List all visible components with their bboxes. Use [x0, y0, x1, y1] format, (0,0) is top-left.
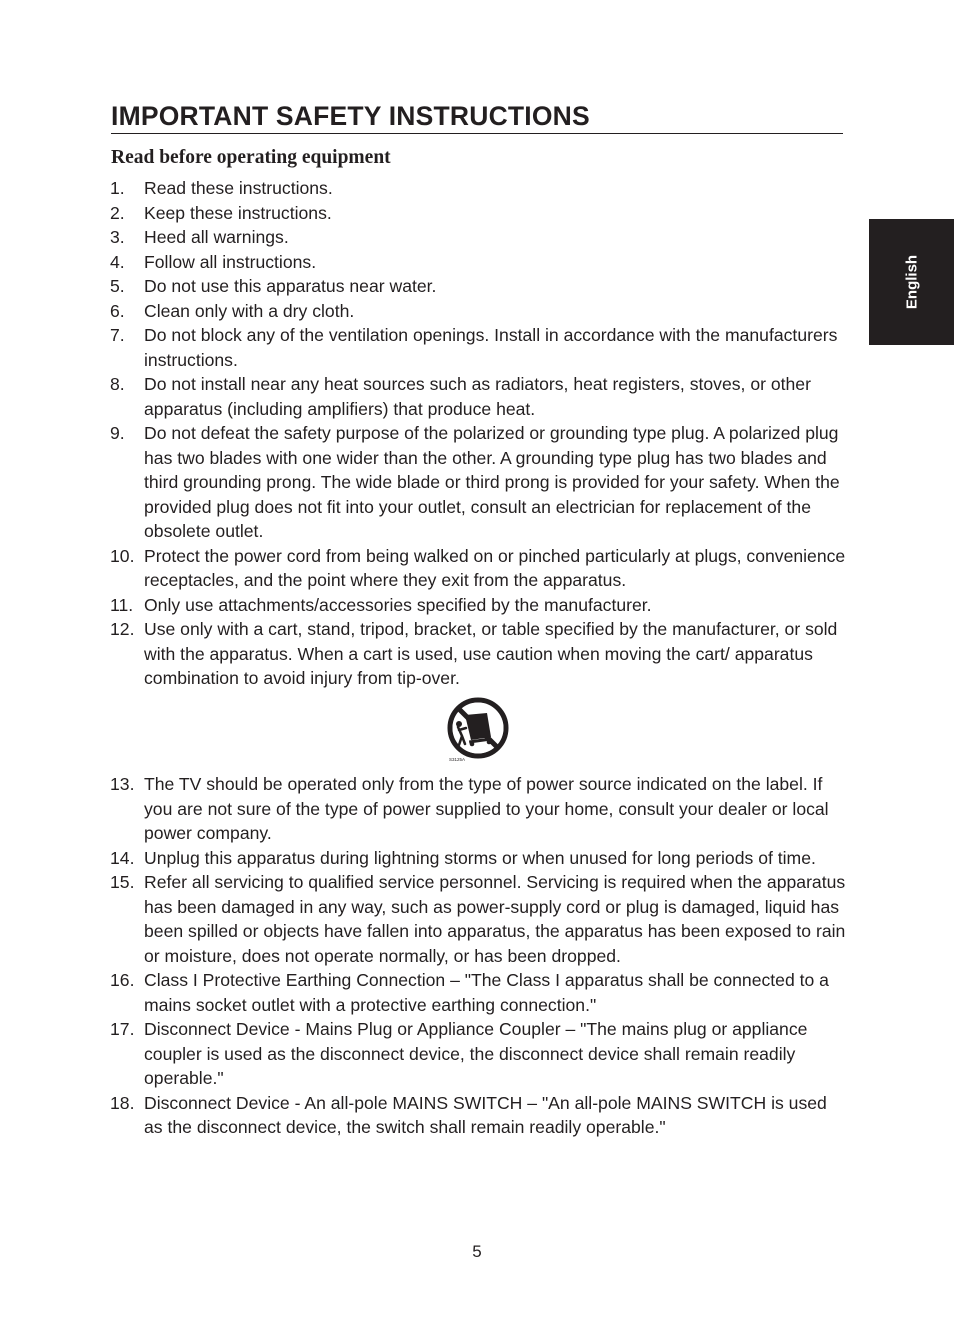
item-text: Disconnect Device - An all-pole MAINS SWITCH – "An all-pole MAINS SWITCH is used as the disconnect device, the switch shall remain readily operable." [144, 1092, 827, 1137]
item-number: 18. [110, 1092, 135, 1113]
list-item [110, 1091, 850, 1140]
item-number: 6. [110, 300, 125, 321]
list-item [110, 250, 850, 275]
item-number: 4. [110, 251, 125, 272]
list-item [110, 846, 850, 871]
list-item [110, 421, 850, 544]
page-number: 5 [472, 1242, 482, 1261]
item-number: 3. [110, 227, 125, 247]
item-text: Do not defeat the safety purpose of the polarized or grounding type plug. A polarized plug has two blades with one wider than the other. A grounding type plug has two blades and third grounding prong. The wide blade or third prong is provided for your safety. When the provided plug does not fit into your outlet, consult an electrician for replacement of the obsolete outlet. [144, 423, 840, 541]
item-number: 8. [110, 374, 125, 394]
item-text: Keep these instructions. [144, 202, 332, 223]
item-text: Clean only with a dry cloth. [144, 300, 355, 321]
item-text: Only use attachments/accessories specified by the manufacturer. [144, 594, 652, 615]
item-text: Follow all instructions. [144, 251, 317, 272]
list-item [110, 870, 850, 968]
item-number: 13. [110, 774, 135, 794]
item-number: 5. [110, 276, 125, 296]
list-item [110, 372, 850, 421]
cart-tip-over-warning-icon [445, 697, 511, 763]
item-number: 7. [110, 325, 125, 345]
item-text: The TV should be operated only from the type of power source indicated on the label. If you are not sure of the type of power supplied to your home, consult your dealer or local power company. [144, 774, 829, 843]
item-number: 17. [110, 1019, 135, 1039]
list-item [110, 225, 850, 250]
item-number: 14. [110, 847, 135, 868]
item-text: Do not block any of the ventilation openings. Install in accordance with the manufacturers instructions. [144, 325, 838, 370]
item-text: Use only with a cart, stand, tripod, bracket, or table specified by the manufacturer, or sold with the apparatus. When a cart is used, use caution when moving the cart/ apparatus combination to avoid injury from tip-over. [144, 619, 838, 688]
item-number: 1. [110, 178, 125, 198]
item-text: Read these instructions. [144, 178, 333, 198]
safety-list-part-1 [110, 176, 850, 691]
item-text: Class I Protective Earthing Connection – "The Class I apparatus shall be connected to a mains socket outlet with a protective earthing connection." [144, 970, 829, 1015]
item-text: Disconnect Device - Mains Plug or Appliance Coupler – "The mains plug or appliance coupler is used as the disconnect device, the disconnect device shall remain readily operable." [144, 1019, 808, 1088]
item-text: Do not use this apparatus near water. [144, 276, 437, 296]
item-text: Refer all servicing to qualified service personnel. Servicing is required when the apparatus has been damaged in any way, such as power-supply cord or plug is damaged, liquid has been spilled or objects have fallen into apparatus, the apparatus has been exposed to rain or moisture, does not operate normally, or has been dropped. [144, 872, 846, 966]
item-text: Heed all warnings. [144, 227, 289, 247]
item-number: 11. [110, 594, 134, 615]
list-item [110, 323, 850, 372]
language-tab [869, 219, 954, 345]
page-title: IMPORTANT SAFETY INSTRUCTIONS [111, 99, 843, 134]
item-number: 9. [110, 423, 125, 443]
item-number: 2. [110, 202, 125, 223]
item-text: Unplug this apparatus during lightning storms or when unused for long periods of time. [144, 847, 816, 868]
list-item [110, 1017, 850, 1091]
list-item [110, 617, 850, 691]
list-item [110, 299, 850, 324]
list-item [110, 274, 850, 299]
list-item [110, 201, 850, 226]
item-text: Do not install near any heat sources such as radiators, heat registers, stoves, or other apparatus (including amplifiers) that produce heat. [144, 374, 811, 419]
list-item [110, 544, 850, 593]
item-number: 15. [110, 872, 135, 892]
list-item [110, 593, 850, 618]
safety-list-part-2 [110, 772, 850, 1140]
item-number: 12. [110, 619, 135, 639]
list-item [110, 772, 850, 846]
item-number: 10. [110, 545, 135, 566]
section-subtitle: Read before operating equipment [111, 147, 391, 168]
cart-warning-caption: S3125A [449, 757, 466, 762]
list-item [110, 968, 850, 1017]
list-item [110, 176, 850, 201]
language-tab-label: English [903, 254, 920, 310]
item-text: Protect the power cord from being walked on or pinched particularly at plugs, convenience receptacles, and the point where they exit from the apparatus. [144, 545, 846, 590]
item-number: 16. [110, 970, 135, 990]
